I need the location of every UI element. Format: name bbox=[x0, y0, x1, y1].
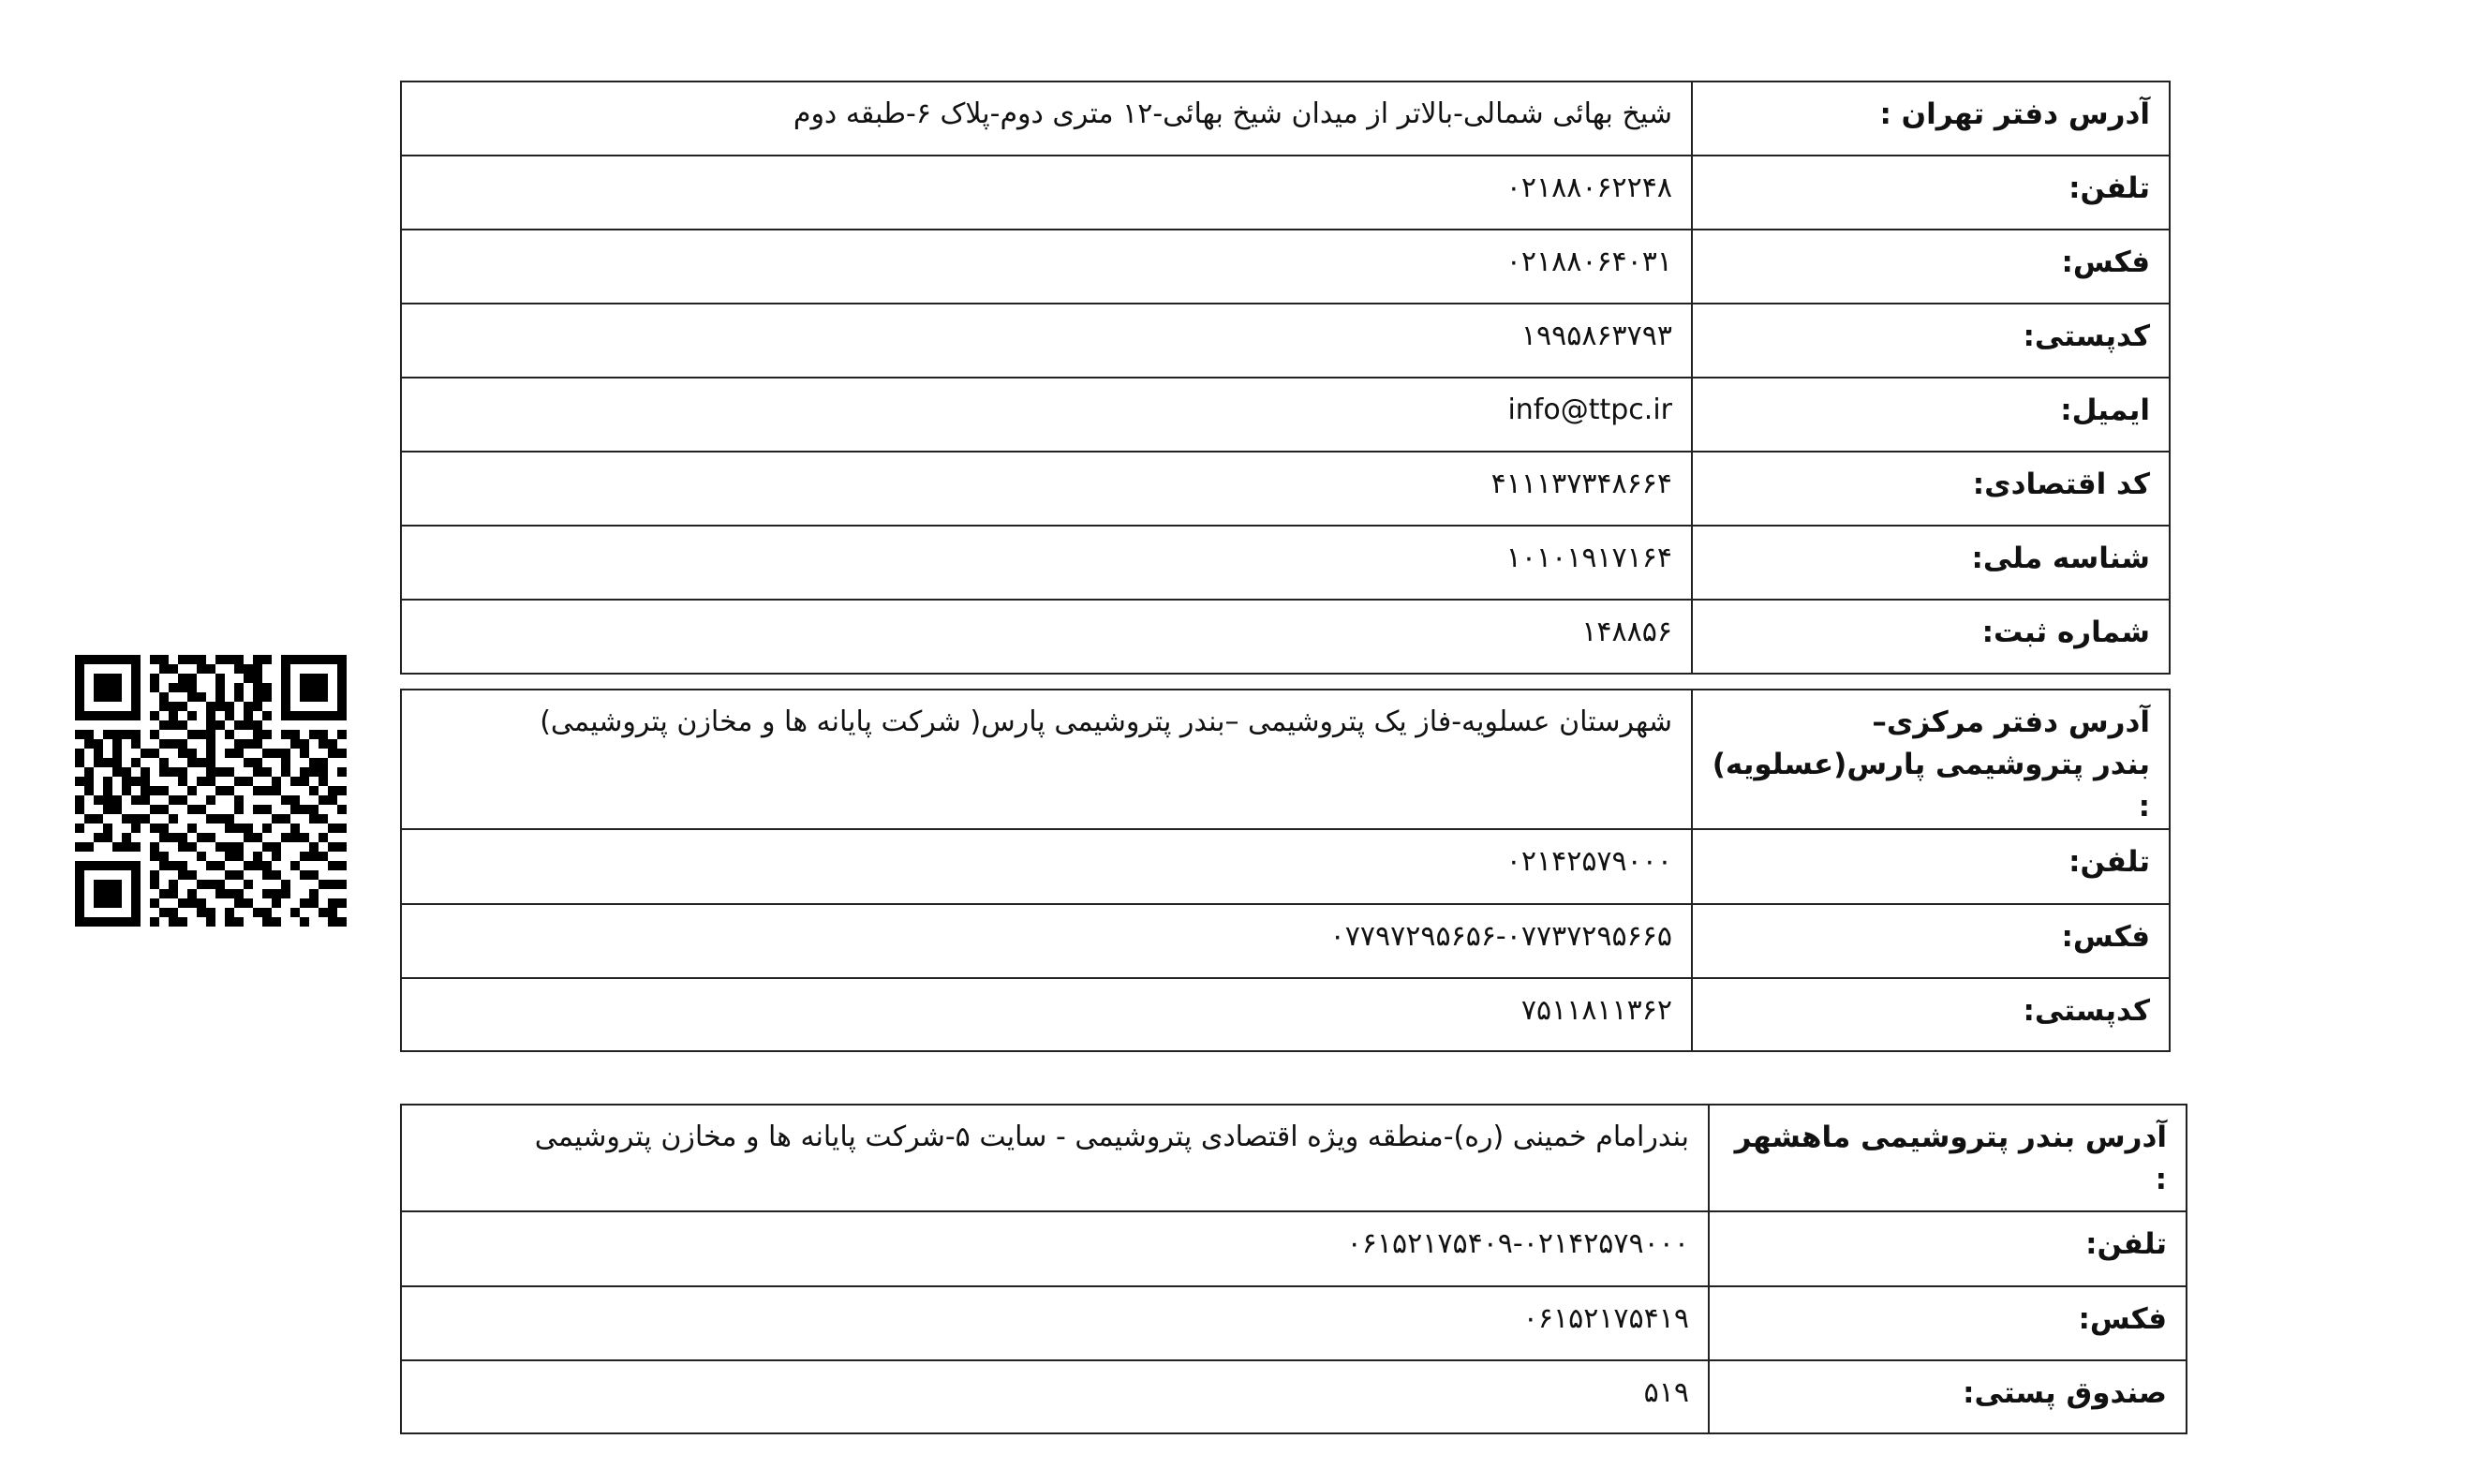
table-row bbox=[401, 978, 2170, 1051]
address-label: آدرس بندر پتروشیمی ماهشهر : bbox=[1709, 1105, 2187, 1211]
address-value: شهرستان عسلویه-فاز یک پتروشیمی –بندر پتروشیمی پارس( شرکت پایانه ها و مخازن پتروشیمی) bbox=[401, 690, 1692, 829]
address-value: بندرامام خمینی (ره)-منطقه ویژه اقتصادی پتروشیمی - سایت ۵-شرکت پایانه ها و مخازن پتروشیمی bbox=[401, 1105, 1709, 1211]
table-row bbox=[401, 690, 2170, 829]
table-row bbox=[401, 829, 2170, 904]
phone-number: ۰۲۱۴۲۵۷۹۰۰۰ bbox=[1505, 844, 1672, 878]
address-label: آدرس دفتر تهران : bbox=[1692, 82, 2170, 156]
fax-number: ۰۲۱۸۸۰۶۴۰۳۱ bbox=[1505, 245, 1672, 278]
fax-label: فکس: bbox=[1692, 230, 2170, 304]
email-link[interactable]: info@ttpc.ir bbox=[1507, 393, 1672, 426]
registration-number-label: شماره ثبت: bbox=[1692, 600, 2170, 674]
postal-code-label: کدپستی: bbox=[1692, 978, 2170, 1051]
economic-code-label: کد اقتصادی: bbox=[1692, 452, 2170, 526]
qr-code-pattern bbox=[75, 655, 347, 927]
phone-number: ۰۶۱۵۲۱۷۵۴۰۹-۰۲۱۴۲۵۷۹۰۰۰ bbox=[1346, 1227, 1689, 1260]
fax-number: ۰۷۷۹۷۲۹۵۶۵۶-۰۷۷۳۷۲۹۵۶۶۵ bbox=[1329, 919, 1672, 953]
address-label bbox=[1692, 690, 2170, 829]
fax-label: فکس: bbox=[1709, 1286, 2187, 1360]
economic-code: ۴۱۱۱۳۷۳۴۸۶۶۴ bbox=[1490, 467, 1672, 500]
table-row bbox=[401, 452, 2170, 526]
phone-label: تلفن: bbox=[1709, 1211, 2187, 1286]
address-label-line-1: آدرس دفتر مرکزی– bbox=[1872, 705, 2150, 739]
po-box: ۵۱۹ bbox=[1643, 1376, 1689, 1409]
po-box-value bbox=[401, 1360, 1709, 1433]
registration-number: ۱۴۸۸۵۶ bbox=[1581, 616, 1672, 648]
email-value bbox=[401, 378, 1692, 452]
national-id-value bbox=[401, 526, 1692, 600]
phone-label: تلفن: bbox=[1692, 829, 2170, 904]
postal-code: ۱۹۹۵۸۶۳۷۹۳ bbox=[1520, 319, 1672, 352]
registration-number-value bbox=[401, 600, 1692, 674]
phone-label: تلفن: bbox=[1692, 156, 2170, 230]
phone-number: ۰۲۱۸۸۰۶۲۲۴۸ bbox=[1505, 171, 1672, 204]
address-label-line-2: بندر پتروشیمی پارس(عسلویه) : bbox=[1712, 747, 2150, 824]
postal-code-value bbox=[401, 304, 1692, 378]
fax-number: ۰۶۱۵۲۱۷۵۴۱۹ bbox=[1522, 1302, 1689, 1335]
email-label: ایمیل: bbox=[1692, 378, 2170, 452]
fax-value bbox=[401, 1286, 1709, 1360]
postal-code-value bbox=[401, 978, 1692, 1051]
phone-value bbox=[401, 829, 1692, 904]
fax-value bbox=[401, 230, 1692, 304]
economic-code-value bbox=[401, 452, 1692, 526]
table-row bbox=[401, 526, 2170, 600]
address-value: شیخ بهائی شمالی-بالاتر از میدان شیخ بهائی-۱۲ متری دوم-پلاک ۶-طبقه دوم bbox=[401, 82, 1692, 156]
table-row bbox=[401, 1286, 2187, 1360]
table-row bbox=[401, 600, 2170, 674]
table-row bbox=[401, 82, 2170, 156]
table-row bbox=[401, 1211, 2187, 1286]
fax-label: فکس: bbox=[1692, 904, 2170, 978]
mahshahr-port-table bbox=[400, 1104, 2187, 1434]
po-box-label: صندوق پستی: bbox=[1709, 1360, 2187, 1433]
phone-value bbox=[401, 1211, 1709, 1286]
postal-code: ۷۵۱۱۸۱۱۳۶۲ bbox=[1520, 993, 1672, 1027]
postal-code-label: کدپستی: bbox=[1692, 304, 2170, 378]
tehran-office-table bbox=[400, 81, 2171, 675]
phone-value bbox=[401, 156, 1692, 230]
qr-code-icon bbox=[75, 655, 347, 927]
fax-value bbox=[401, 904, 1692, 978]
table-row bbox=[401, 230, 2170, 304]
national-id-label: شناسه ملی: bbox=[1692, 526, 2170, 600]
table-row bbox=[401, 156, 2170, 230]
asaluyeh-office-table bbox=[400, 689, 2171, 1052]
table-row bbox=[401, 304, 2170, 378]
table-row bbox=[401, 378, 2170, 452]
national-id: ۱۰۱۰۱۹۱۷۱۶۴ bbox=[1505, 542, 1672, 574]
table-row bbox=[401, 1360, 2187, 1433]
table-row bbox=[401, 1105, 2187, 1211]
table-row bbox=[401, 904, 2170, 978]
